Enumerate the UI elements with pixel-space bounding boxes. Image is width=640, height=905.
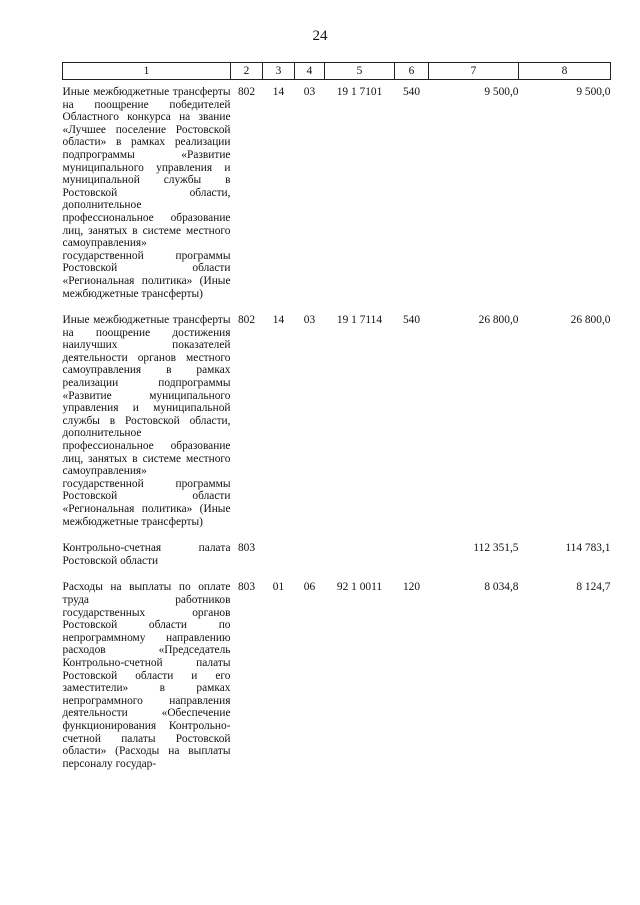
table-row: [63, 542, 611, 567]
row-sum-1: 26 800,0: [478, 314, 519, 327]
header-col-6: 6: [395, 63, 429, 80]
row-pr: 06: [303, 581, 316, 594]
header-col-5: 5: [325, 63, 395, 80]
row-sum-2: 8 124,7: [576, 581, 611, 594]
table-row: [63, 581, 611, 770]
row-sum-2: 114 783,1: [565, 542, 611, 555]
row-spacer: [63, 567, 611, 581]
row-csr: 19 1 7101: [336, 86, 383, 98]
row-pr: [295, 542, 325, 567]
row-csr: 19 1 7114: [336, 314, 383, 327]
row-ved: 803: [237, 542, 256, 555]
row-rz: 14: [272, 86, 285, 98]
row-csr: [325, 542, 395, 567]
row-csr: 92 1 0011: [336, 581, 383, 594]
table-row: [63, 314, 611, 528]
header-col-8: 8: [519, 63, 611, 80]
row-name: Иные межбюджетные трансферты на поощрение победителей Областного конкурса на звание «Лучшее поселение Ростовской области» в рамках реализации подпрограммы «Развитие муниципального управления и муниципальной службы в Ростовской области, дополнительное профессиональное образование лиц, занятых в системе местного самоуправления» государственной программы Ростовской области «Региональная политика» (Иные межбюджетные трансферты): [62, 86, 231, 300]
row-vr: 540: [402, 314, 421, 327]
row-ved: 803: [237, 581, 256, 594]
table-row: [63, 80, 611, 301]
header-row: [63, 63, 611, 80]
row-ved: 802: [237, 86, 256, 98]
row-rz: [263, 542, 295, 567]
row-spacer: [63, 528, 611, 542]
row-name: Контрольно-счетная палата Ростовской области: [62, 542, 231, 567]
row-vr: 540: [402, 86, 421, 98]
row-sum-2: 9 500,0: [576, 86, 611, 98]
budget-table: [62, 62, 611, 770]
page-number: 24: [312, 28, 328, 44]
header-col-4: 4: [295, 63, 325, 80]
row-ved: 802: [237, 314, 256, 327]
header-col-1: 1: [63, 63, 231, 80]
row-sum-2: 26 800,0: [570, 314, 611, 327]
row-name: Расходы на выплаты по оплате труда работников государственных органов Ростовской области по непрограммному направлению расходов «Председатель Контрольно-счетной палаты Ростовской области и его заместители» в рамках непрограммного направления деятельности «Обеспечение функционирования Контрольно-счетной палаты Ростовской области» (Расходы на выплаты персоналу государ-: [62, 581, 231, 770]
row-rz: 01: [272, 581, 285, 594]
row-sum-1: 112 351,5: [473, 542, 519, 555]
row-rz: 14: [272, 314, 285, 327]
header-col-2: 2: [231, 63, 263, 80]
row-name: Иные межбюджетные трансферты на поощрение достижения наилучших показателей деятельности органов местного самоуправления в рамках реализации подпрограммы «Развитие муниципального управления и муниципальной службы в Ростовской области, дополнительное профессиональное образование лиц, занятых в системе местного самоуправления» государственной программы Ростовской области «Региональная политика» (Иные межбюджетные трансферты): [62, 314, 231, 528]
header-col-3: 3: [263, 63, 295, 80]
row-sum-1: 9 500,0: [484, 86, 519, 98]
row-sum-1: 8 034,8: [484, 581, 519, 594]
row-spacer: [63, 300, 611, 314]
row-vr: [395, 542, 429, 567]
row-pr: 03: [303, 86, 316, 98]
row-vr: 120: [402, 581, 421, 594]
header-col-7: 7: [429, 63, 519, 80]
row-pr: 03: [303, 314, 316, 327]
